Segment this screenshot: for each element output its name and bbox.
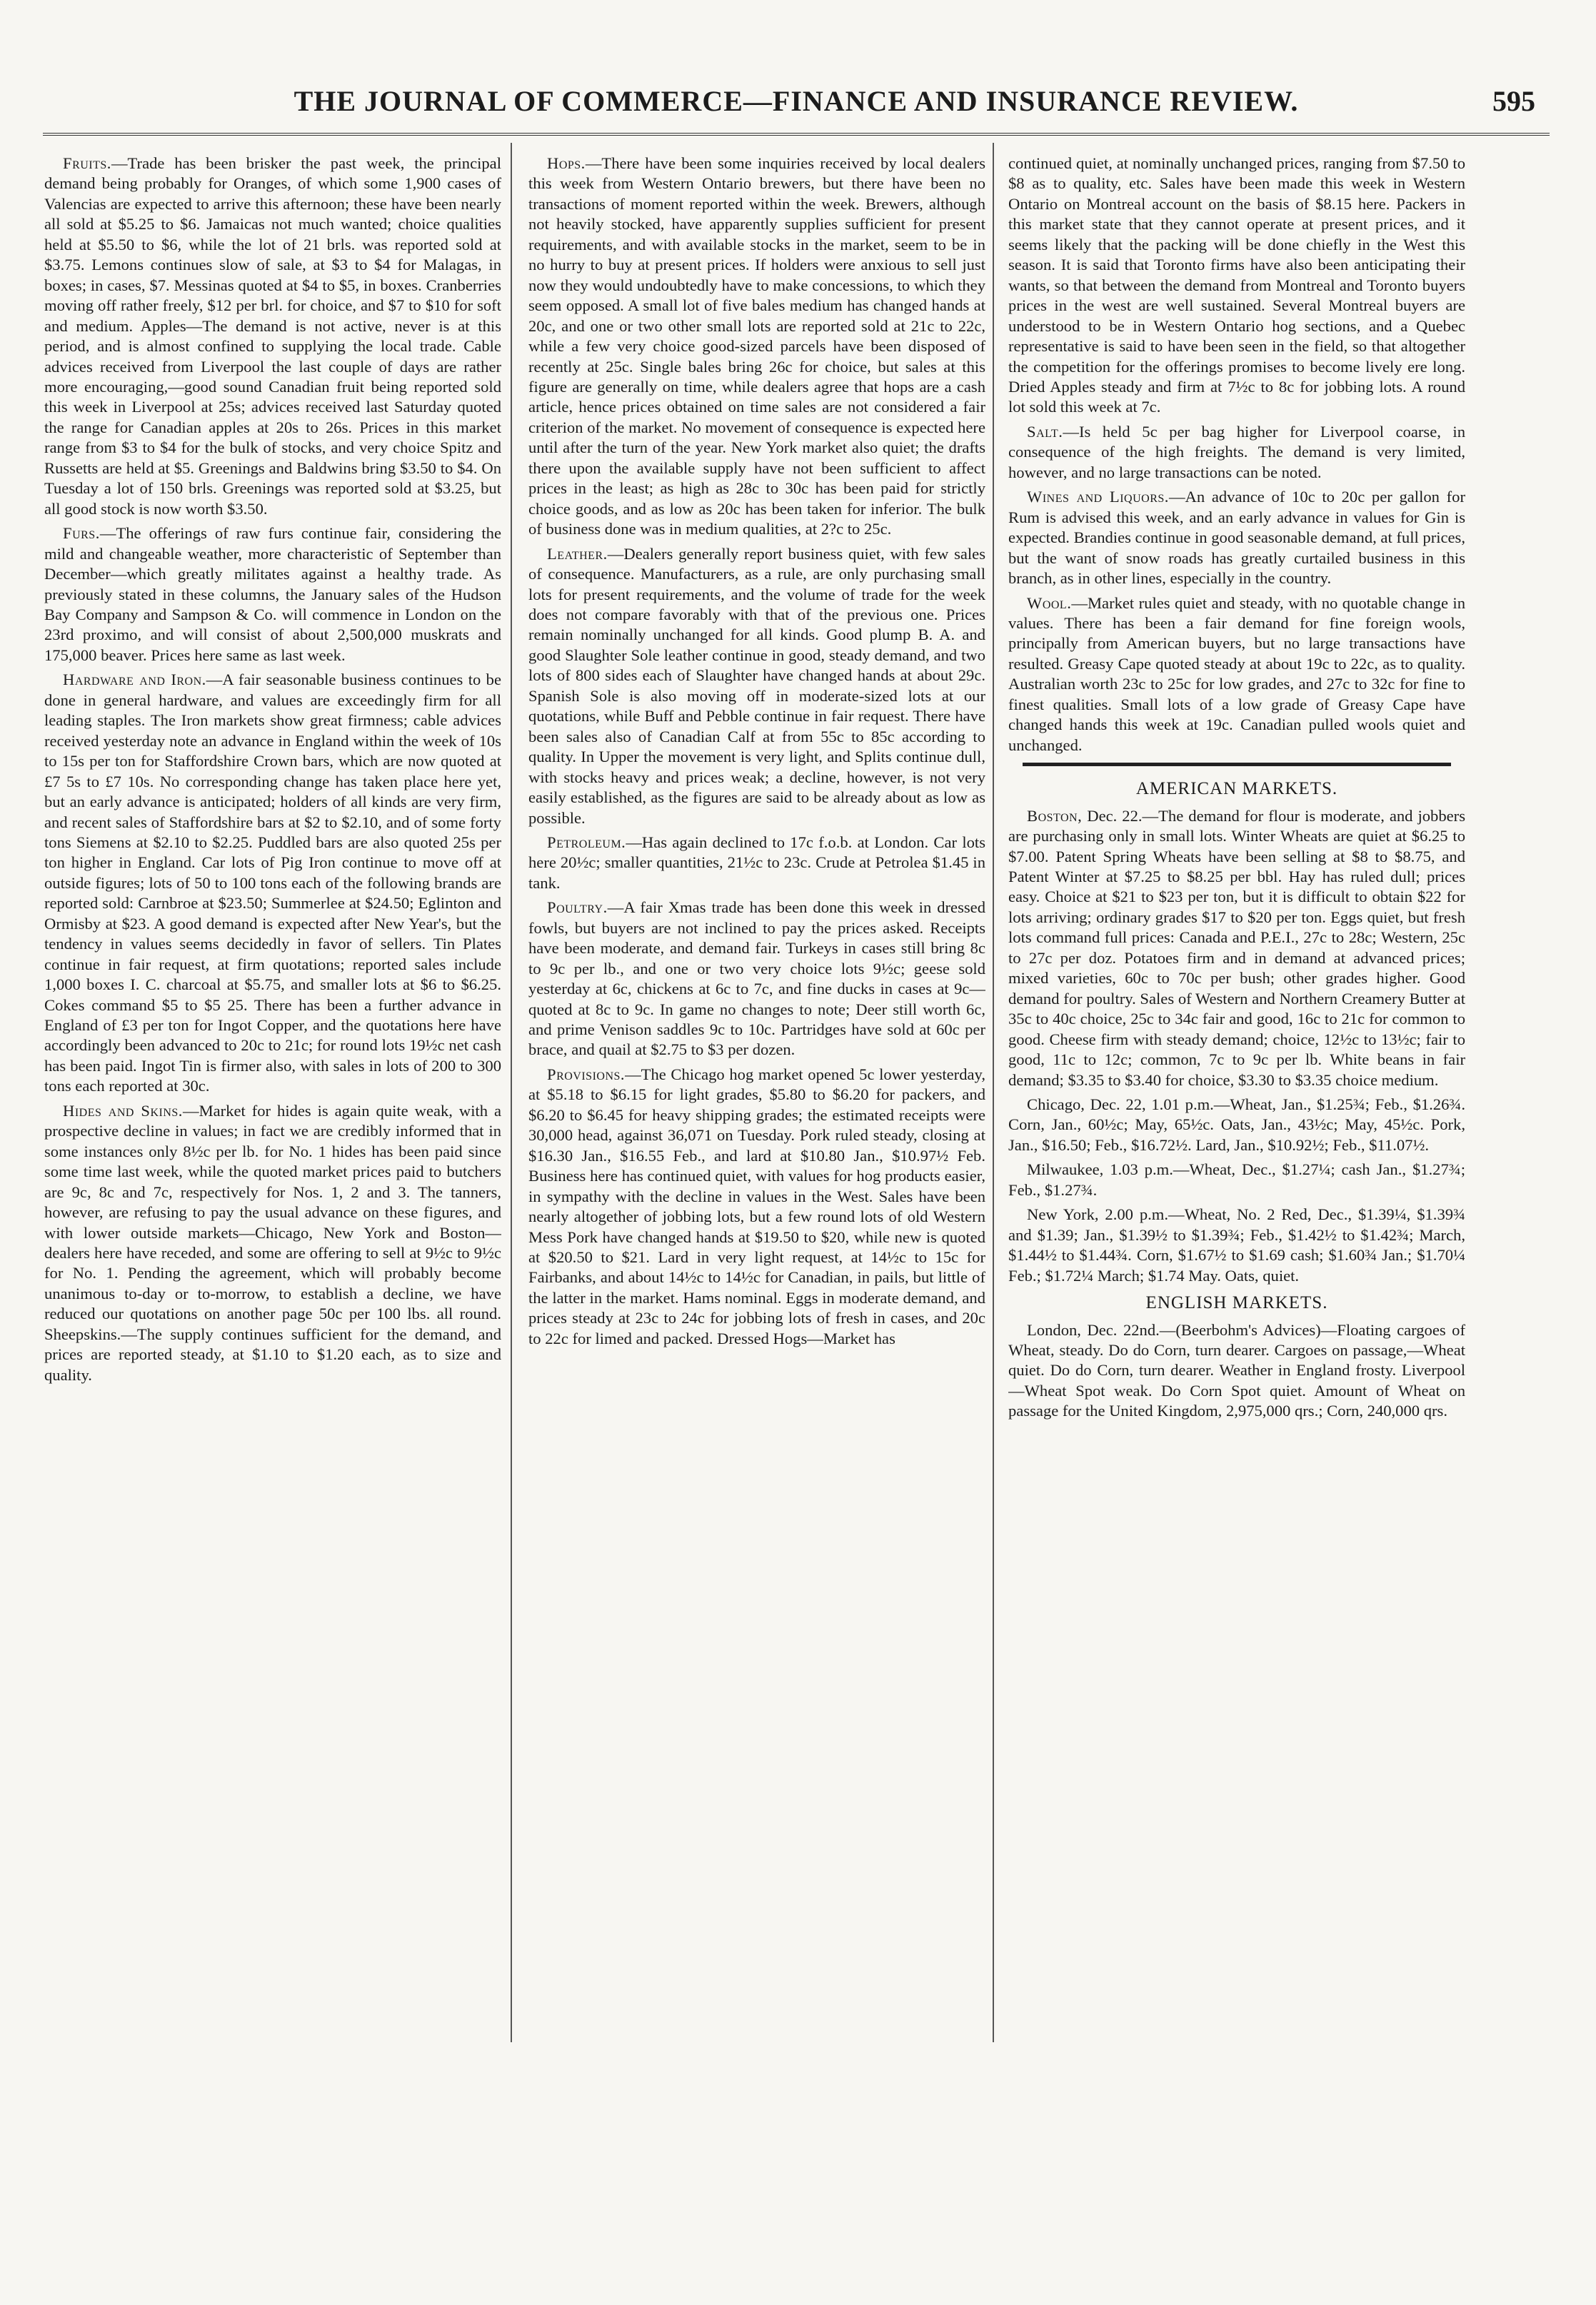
column-3 xyxy=(1008,154,1465,2110)
market-text: Dec. 22.—The demand for flour is moderate, and jobbers are purchasing only in small lots. Winter Wheats are quiet at $6.25 to $7.00. Patent Spring Wheats have been selling at $8 to $8.75, and Patent Winter at $7.25 to $8.25 per bbl. Hay has ruled dull; prices easy. Choice at $21 to $23 per ton, but it is difficult to obtain $22 for lots arriving; ordinary grades $17 to $20 per ton. Eggs quiet, but fresh lots command full prices: Canada and P.E.I., 27c to 28c; Western, 25c to 27c per doz. Potatoes firm and in demand at advanced prices; mixed varieties, 60c to 70c per bush; other grades higher. Good demand for poultry. Sales of Western and Northern Creamery Butter at 35c to 40c choice, 25c to 34c fair and good, 16c to 21c for common to good. Cheese firm with steady demand; choice, 12½c to 13½c; fair to good, 11c to 12c; common, 7c to 9c per lb. White beans in fair demand; $3.35 to $3.40 for choice, $3.30 to $3.35 choice medium. xyxy=(1008,806,1465,1089)
article-text: —Dealers generally report business quiet, with few sales of consequence. Manufacturers, as a rule, are only purchasing small lots for present requirements, and the volume of trade for the week does not compare favorably with that of the previous one. Prices remain nominally unchanged for all kinds. Good plump B. A. and good Slaughter Sole leather continue in good, steady demand, and two lots of 800 sides each of Slaughter have changed hands at about 29c. Spanish Sole is also moving off in moderate-sized lots at our quotations, while Buff and Pebble continue in fair request. There have been sales also of Canadian Calf at from 55c to 85c according to quality. In Upper the movement is very light, and Splits continue dull, with stocks heavy and prices weak; a decline, however, is not very easily established, as the figures are said to be already about as low as possible. xyxy=(528,544,985,827)
page-header xyxy=(43,84,1550,127)
article-text: —A fair seasonable business continues to be done in general hardware, and values are exceedingly firm for all leading staples. The Iron markets show great firmness; cable advices received yesterday note an advance in England within the week of 10s to 15s per ton for Staffordshire Crown bars, which are now quoted at £7 5s to £7 10s. No corresponding change has taken place here yet, but an early advance is anticipated; holders of all kinds are very firm, and recent sales of Staffordshire bars at $2 to $2.10, and of some forty tons Siemens at $2.10 to $2.25. Puddled bars are also quoted 25s per ton higher in England. Car lots of Pig Iron continue to move off at outside figures; lots of 50 to 100 tons each of the following brands are reported sold: Carnbroe at $23.50; Summerlee at $24.50; Eglinton and Ormisby at $23. A good demand is expected after New Year's, but the tendency in values seems decidedly in favor of sellers. Tin Plates continue in fair request, at firm quotations; reported sales include 1,000 boxes I. C. charcoal at $5.75, and smaller lots at $6 to $6.25. Cokes command $5 to $5 25. There has been a further advance in England of £3 per ton for Ingot Copper, and the quotations here have accordingly been advanced to 20c to 21c; for round lots 19½c net cash has been paid. Ingot Tin is firmer also, with sales in lots of 200 to 300 tons each reported at 30c. xyxy=(44,671,501,1095)
market-london xyxy=(1008,1320,1465,1422)
article-fruits xyxy=(44,154,501,519)
market-text: New York, 2.00 p.m.—Wheat, No. 2 Red, Dec., $1.39¼, $1.39¾ and $1.39; Jan., $1.39½ to $1.39¾; Feb., $1.42½ to $1.42¾; March, $1.44½ to $1.44¾. Corn, $1.67½ to $1.69 cash; $1.60¾ Jan.; $1.70¼ Feb.; $1.72¼ March; $1.74 May. Oats, quiet. xyxy=(1008,1205,1465,1285)
article-heading: Furs. xyxy=(63,524,100,543)
article-hides-skins xyxy=(44,1101,501,1385)
header-rule xyxy=(43,133,1550,136)
article-text: —An advance of 10c to 20c per gallon for Rum is advised this week, and an early advance in values for Gin is expected. Brandies continue in good seasonable demand, at full prices, but the want of snow roads has greatly curtailed business in this branch, as in other lines, especially in the country. xyxy=(1008,488,1465,588)
article-wool xyxy=(1008,593,1465,756)
article-leather xyxy=(528,544,985,828)
market-milwaukee xyxy=(1008,1160,1465,1200)
column-1 xyxy=(44,154,501,2110)
market-boston xyxy=(1008,806,1465,1090)
article-heading: Leather. xyxy=(547,544,608,563)
english-markets-title: ENGLISH MARKETS. xyxy=(1145,1293,1328,1313)
market-city: Boston, xyxy=(1027,806,1083,825)
market-chicago xyxy=(1008,1095,1465,1155)
article-text: —Is held 5c per bag higher for Liverpool coarse, in consequence of the high freights. The demand is very limited, however, and no large transactions can be noted. xyxy=(1008,422,1465,481)
market-new-york xyxy=(1008,1205,1465,1286)
article-heading: Provisions. xyxy=(547,1065,626,1083)
article-provisions xyxy=(528,1065,985,1349)
article-heading: Wines and Liquors. xyxy=(1027,488,1169,506)
article-text: —The offerings of raw furs continue fair, considering the mild and changeable weather, more characteristic of September than December—which greatly militates against a healthy trade. As previously stated in these columns, the January sales of the Hudson Bay Company and Sampson & Co. will commence in London on the 23rd proximo, and will consist of about 2,500,000 muskrats and 175,000 beaver. Prices here same as last week. xyxy=(44,524,501,664)
market-text: Milwaukee, 1.03 p.m.—Wheat, Dec., $1.27¼; cash Jan., $1.27¾; Feb., $1.27¾. xyxy=(1008,1160,1465,1199)
article-heading: Petroleum. xyxy=(547,833,626,851)
article-text: continued quiet, at nominally unchanged prices, ranging from $7.50 to $8 as to quality, etc. Sales have been made this week in Western Ontario on Montreal account on the basis of $8.15 here. Packers in this market state that they cannot operate at present prices, and it seems likely that the packing will be done chiefly in the West this season. It is said that Toronto firms have also been anticipating their wants, so that between the demand from Montreal and Toronto buyers prices in the west are well sustained. Several Montreal buyers are understood to be in Western Ontario hog sections, and a Quebec representative is said to have been seen in the field, so that altogether the competition for the offerings promises to become lively ere long. Dried Apples steady and firm at 7½c to 8c for jobbing lots. A round lot sold this week at 7c. xyxy=(1008,154,1465,416)
article-provisions-continued xyxy=(1008,154,1465,418)
article-hardware-iron xyxy=(44,670,501,1097)
article-text: —A fair Xmas trade has been done this week in dressed fowls, but buyers are not inclined to pay the prices asked. Receipts have been moderate, and demand fair. Turkeys in cases still bring 8c to 9c per lb., and one or two very choice lots 9½c; geese sold yesterday at 6c, chickens at 6c to 7c, and fine ducks in cases at 9c—quoted at 8c to 9c. In game no changes to note; Deer still worth 6c, and prime Venison saddles 9c to 10c. Partridges have sold at 60c per brace, and quail at $2.75 to $3 per dozen. xyxy=(528,898,985,1059)
american-markets-title: AMERICAN MARKETS. xyxy=(1135,779,1338,799)
article-furs xyxy=(44,523,501,666)
section-separator xyxy=(1023,763,1451,766)
article-poultry xyxy=(528,898,985,1060)
page-number: 595 xyxy=(1492,85,1535,117)
column-divider xyxy=(511,143,512,2042)
article-heading: Wool. xyxy=(1027,593,1072,612)
article-wines-liquors xyxy=(1008,487,1465,588)
article-hops xyxy=(528,154,985,540)
article-salt xyxy=(1008,422,1465,483)
article-text: —Market rules quiet and steady, with no quotable change in values. There has been a fair demand for fine foreign wools, principally from American buyers, but no large transactions have resulted. Greasy Cape quoted steady at about 19c to 22c, as to quality. Australian worth 23c to 25c for low grades, and 27c to 32c for fine to finest qualities. Small lots of a low grade of Greasy Cape have changed hands this week at 19c. Canadian pulled wools quiet and unchanged. xyxy=(1008,593,1465,754)
journal-title: THE JOURNAL OF COMMERCE—FINANCE AND INSURANCE REVIEW. xyxy=(293,85,1299,117)
column-2 xyxy=(528,154,985,2110)
market-text: Chicago, Dec. 22, 1.01 p.m.—Wheat, Jan., $1.25¾; Feb., $1.26¾. Corn, Jan., 60½c; May, 65½c. Oats, Jan., 43½c; May, 45½c. Pork, Jan., $16.50; Feb., $16.72½. Lard, Jan., $10.92½; Feb., $11.07½. xyxy=(1008,1095,1465,1154)
article-heading: Hops. xyxy=(547,154,586,172)
article-text: —Has again declined to 17c f.o.b. at London. Car lots here 20½c; smaller quantities, 21½c to 23c. Crude at Petrolea $1.45 in tank. xyxy=(528,833,985,892)
article-petroleum xyxy=(528,833,985,893)
article-heading: Hardware and Iron. xyxy=(63,671,206,689)
article-heading: Poultry. xyxy=(547,898,608,917)
article-text: —The Chicago hog market opened 5c lower yesterday, at $5.18 to $6.15 for light grades, $5.80 to $6.20 for packers, and $6.20 to $6.45 for heavy shipping grades; the estimated receipts were 30,000 head, against 36,071 on Tuesday. Pork ruled steady, closing at $16.30 Jan., $16.55 Feb., and lard at $10.80 Jan., $10.97½ Feb. Business here has continued quiet, with values for hog products easier, in sympathy with the decline in values in the West. Sales have been nearly altogether of jobbing lots, but a few round lots of old Western Mess Pork have changed hands at $19.50 to $20, while new is quoted at $20.50 to $21. Lard in very light request, at 14½c to 15c for Fairbanks, and about 14½c to 14½c for Canadian, in pails, but little of the latter in the market. Hams nominal. Eggs in moderate demand, and prices steady at 23c to 24c for jobbing lots of fresh in cases, and 20c to 22c for limed and packed. Dressed Hogs—Market has xyxy=(528,1065,985,1347)
article-text: —Market for hides is again quite weak, with a prospective decline in values; in fact we are credibly informed that in some instances only 8½c per lb. for No. 1 hides has been paid since some time last week, while the quoted market prices paid to butchers are 9c, 8c and 7c, respectively for Nos. 1, 2 and 3. The tanners, however, are refusing to pay the usual advance on these figures, and with lower outside markets—Chicago, New York and Boston—dealers here have receded, and some are offering to sell at 9½c to 9½c for No. 1. Pending the agreement, which will probably become unanimous to-day or to-morrow, to establish a decline, we have reduced our quotations on another page 50c per 100 lbs. all round. Sheepskins.—The supply continues sufficient for the demand, and prices are reported steady, at $1.10 to $1.20 each, as to size and quality. xyxy=(44,1101,501,1384)
article-heading: Hides and Skins. xyxy=(63,1101,183,1120)
article-text: —Trade has been brisker the past week, the principal demand being probably for Oranges, of which some 1,900 cases of Valencias are expected to arrive this afternoon; these have been nearly all sold at $5.25 to $6. Jamaicas not much wanted; choice qualities held at $5.50 to $6, while the lot of 21 brls. was reported sold at $3.75. Lemons continues slow of sale, at $3 to $4 for Malagas, in boxes; in cases, $7. Messinas quoted at $4 to $5, in boxes. Cranberries moving off rather freely, $12 per brl. for choice, and $7 to $10 for soft and medium. Apples—The demand is not active, never is at this period, and is almost confined to supplying the local trade. Cable advices received from Liverpool the last couple of days are rather more encouraging,—good sound Canadian fruit being reported sold this week in Liverpool at 25s; advices received last Saturday quoted the range for Canadian apples at 20s to 26s. Prices in this market range from $3 to $4 for the bulk of stocks, and very choice Spitz and Russetts are held at $5. Greenings and Baldwins bring $3.50 to $4. On Tuesday a lot of 150 brls. Greenings was reported sold at $3.25, but all good stock is now worth $3.50. xyxy=(44,154,501,518)
column-divider xyxy=(993,143,994,2042)
article-heading: Fruits. xyxy=(63,154,111,172)
article-text: —There have been some inquiries received by local dealers this week from Western Ontario brewers, but there have been no transactions of moment reported within the week. Brewers, although not heavily stocked, have apparently supplies sufficient for present requirements, and with available stocks in the market, seem to be in no hurry to buy at present prices. If holders were anxious to sell just now they would undoubtedly have to make concessions, to which they seem opposed. A small lot of five bales medium has changed hands at 20c, and one or two other small lots are reported sold at 21c to 22c, while a few very choice good-sized parcels have been disposed of recently at 25c. Single bales bring 26c for choice, but sales at this figure are generally on time, while dealers agree that hops are a cash article, hence prices obtained on time sales are not considered a fair criterion of the market. No movement of consequence is expected here until after the turn of the year. New York market also quiet; the drafts there upon the available supply have not been sufficient to affect prices in the least; as high as 28c to 30c has been paid for strictly choice goods, and as low as 20c has been taken for inferior. The bulk of business done was in medium qualities, at 2?c to 25c. xyxy=(528,154,985,538)
article-heading: Salt. xyxy=(1027,422,1063,441)
market-text: London, Dec. 22nd.—(Beerbohm's Advices)—Floating cargoes of Wheat, steady. Do do Corn, turn dearer. Cargoes on passage,—Wheat quiet. Do do Corn, turn dearer. Weather in England frosty. Liverpool—Wheat Spot weak. Do Corn Spot quiet. Amount of Wheat on passage for the United Kingdom, 2,975,000 qrs.; Corn, 240,000 qrs. xyxy=(1008,1320,1465,1420)
